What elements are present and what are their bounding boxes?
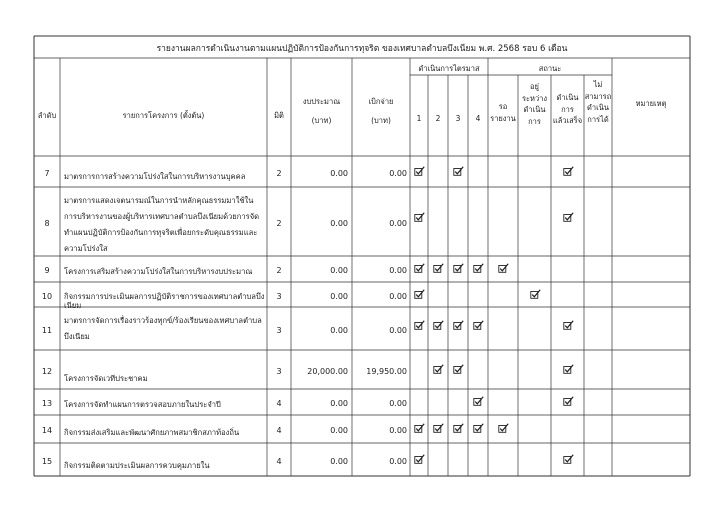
quarter-2-check-icon [433,320,444,330]
quarter-4-check-icon [473,396,484,406]
quarter-1-check-icon [414,423,425,433]
row-no: 9 [44,266,50,275]
row-project: โครงการเสริมสร้างความโปร่งใสในการบริหารงบประมาณ [64,267,253,276]
row-dim: 2 [276,266,282,275]
header-q1: 1 [416,114,422,123]
row-budget: 0.00 [330,399,348,408]
row-dim: 2 [276,168,282,178]
status-wait-check-icon [498,423,509,433]
row-project: โครงการจัดทำแผนการตรวจสอบภายในประจำปี [64,400,221,409]
quarter-2-check-icon [433,263,444,273]
quarter-1-check-icon [414,454,425,464]
row-budget: 0.00 [330,426,348,435]
row-spent: 0.00 [389,291,407,301]
status-done-check-icon [563,396,574,406]
header-dim: มิติ [274,111,284,120]
row-project: มาตรการแสดงเจตนารมณ์ในการนำหลักคุณธรรมมาใช้ในการบริหารงานของผู้บริหารเทศบาลตำบลบึงเนียมด้วยการจัดทำแผนปฏิบัติการป้องกันการทุจริตเพื่อยกระดับคุณธรรมและความโปร่งใส [64,196,260,253]
row-no: 7 [44,168,50,178]
header-no: ลำดับ [37,111,57,120]
status-done-check-icon [563,454,574,464]
row-budget: 0.00 [330,325,348,335]
quarter-3-check-icon [453,320,464,330]
row-dim: 4 [276,456,282,466]
header-status-progress: อยู่ ระหว่าง ดำเนิน การ [521,82,548,126]
row-no: 8 [44,218,50,228]
header-remark: หมายเหตุ [635,99,667,108]
quarter-3-check-icon [453,423,464,433]
row-project: มาตรการจัดการเรื่องราวร้องทุกข์/ร้องเรียนของเทศบาลตำบลบึงเนียม [64,316,262,341]
row-budget: 0.00 [330,218,348,228]
row-spent: 0.00 [389,168,407,178]
status-done-check-icon [563,320,574,330]
row-dim: 4 [276,399,282,408]
status-done-check-icon [563,364,574,374]
quarter-3-check-icon [453,263,464,273]
row-dim: 2 [276,218,282,228]
row-project: โครงการจัดเวทีประชาคม [64,374,148,383]
header-q4: 4 [475,114,481,123]
row-budget: 0.00 [330,168,348,178]
report-title: รายงานผลการดำเนินงานตามแผนปฏิบัติการป้องกันการทุจริต ของเทศบาลตำบลบึงเนียม พ.ศ. 2568 รอบ 6 เดือน [156,44,568,54]
header-spent: เบิกจ่าย [368,97,394,106]
quarter-4-check-icon [473,320,484,330]
status-progress-check-icon [530,289,541,299]
row-spent: 0.00 [389,399,407,408]
row-spent: 0.00 [389,325,407,335]
quarter-4-check-icon [473,423,484,433]
row-no: 15 [41,456,53,466]
row-project: กิจกรรมติดตามประเมินผลการควบคุมภายใน [64,461,210,470]
header-budget: งบประมาณ [302,97,341,106]
quarter-2-check-icon [433,364,444,374]
header-q3: 3 [455,114,461,123]
header-q2: 2 [435,114,441,123]
quarter-1-check-icon [414,320,425,330]
row-budget: 20,000.00 [307,366,348,376]
row-project: มาตรการการสร้างความโปร่งใสในการบริหารงานบุคคล [64,172,246,181]
quarter-4-check-icon [473,263,484,273]
header-status-group: สถานะ [538,64,562,73]
header-status-wait: รอ รายงาน [490,102,516,123]
row-project: กิจกรรมการประเมินผลการปฏิบัติราชการของเทศบาลตำบลบึงเนียม [64,292,265,311]
quarter-1-check-icon [414,289,425,299]
header-project: รายการโครงการ (ตั้งต้น) [122,111,205,120]
row-dim: 3 [276,366,282,376]
row-spent: 0.00 [389,426,407,435]
row-no: 12 [41,366,53,376]
row-budget: 0.00 [330,266,348,275]
quarter-1-check-icon [414,263,425,273]
row-budget: 0.00 [330,456,348,466]
row-spent: 19,950.00 [366,366,407,376]
header-status-cannot: ไม่ สามารถ ดำเนิน การได้ [584,80,612,124]
status-done-check-icon [563,212,574,222]
header-quarter-group: ดำเนินการไตรมาส [418,64,480,73]
row-dim: 4 [276,426,282,435]
header-status-done: ดำเนิน การ แล้วเสร็จ [552,93,583,126]
row-no: 13 [41,399,53,408]
quarter-3-check-icon [453,166,464,176]
header-budget-unit: (บาท) [311,116,332,125]
row-budget: 0.00 [330,291,348,301]
row-spent: 0.00 [389,266,407,275]
header-spent-unit: (บาท) [371,116,391,125]
quarter-2-check-icon [433,423,444,433]
row-no: 10 [41,291,53,301]
row-project: กิจกรรมส่งเสริมและพัฒนาศักยภาพสมาชิกสภาท้องถิ่น [64,428,240,437]
row-dim: 3 [276,291,282,301]
status-wait-check-icon [498,263,509,273]
quarter-1-check-icon [414,166,425,176]
row-spent: 0.00 [389,456,407,466]
row-no: 11 [41,325,53,335]
row-no: 14 [41,426,53,435]
quarter-3-check-icon [453,364,464,374]
status-done-check-icon [563,166,574,176]
quarter-1-check-icon [414,212,425,222]
row-spent: 0.00 [389,218,407,228]
row-dim: 3 [276,325,282,335]
